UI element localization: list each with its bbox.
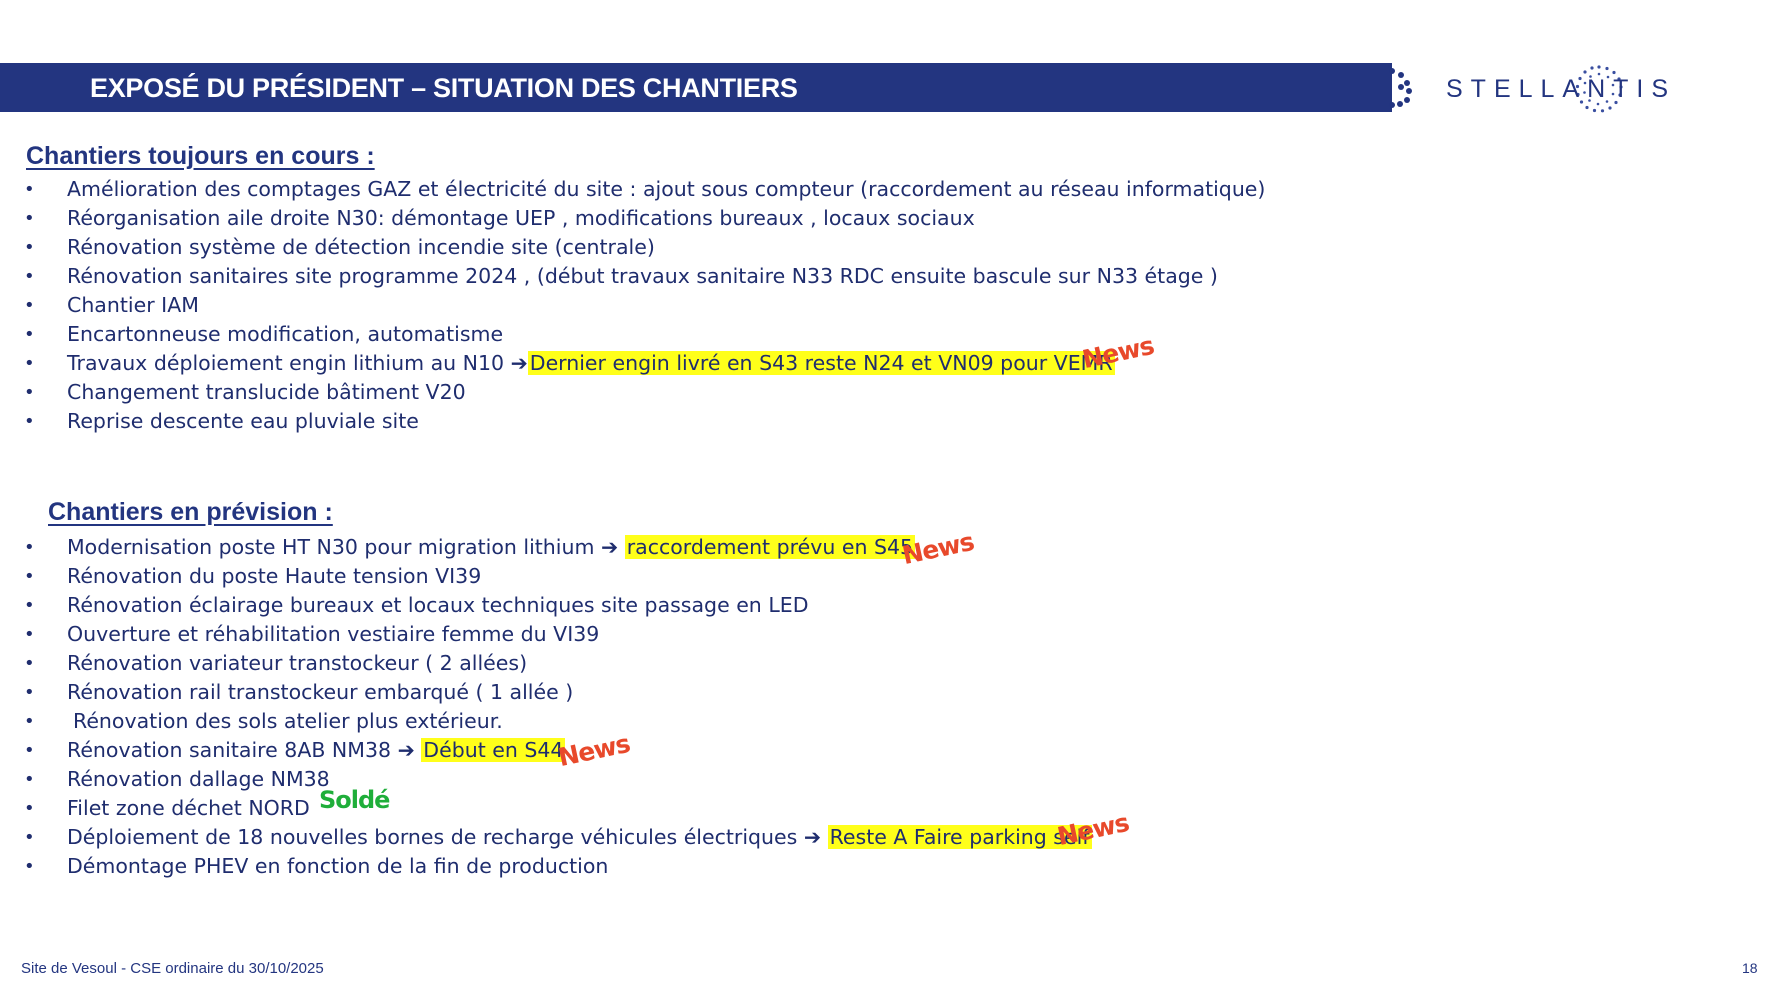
bullet: • — [24, 798, 35, 819]
item-text: Rénovation rail transtockeur embarqué ( 1 allée ) — [67, 680, 574, 704]
bullet: • — [24, 382, 35, 403]
item-text: Rénovation système de détection incendie site (centrale) — [67, 235, 655, 259]
bullet: • — [24, 324, 35, 345]
logo-text: STELLANTIS — [1446, 75, 1677, 103]
bullet: • — [24, 179, 35, 200]
bullet: • — [24, 537, 35, 558]
news-tag: News — [1079, 330, 1157, 375]
item-text: Démontage PHEV en fonction de la fin de production — [67, 854, 609, 878]
highlight-text: Dernier engin livré en S43 reste N24 et VN09 pour VEMR — [529, 351, 1113, 375]
item-text: Reprise descente eau pluviale site — [67, 409, 419, 433]
bullet: • — [24, 566, 35, 587]
arrow-right-icon: ➔ — [601, 535, 619, 559]
item-text: Rénovation des sols atelier plus extérieur. — [73, 709, 503, 733]
item-text: Rénovation variateur transtockeur ( 2 allées) — [67, 651, 528, 675]
bullet: • — [24, 740, 35, 761]
item-text: Changement translucide bâtiment V20 — [67, 380, 466, 404]
bullet: • — [24, 237, 35, 258]
bullet: • — [24, 653, 35, 674]
bullet: • — [24, 353, 35, 374]
news-tag: News — [899, 526, 977, 571]
news-tag: News — [1054, 807, 1132, 852]
item-text: Réorganisation aile droite N30: démontage UEP , modifications bureaux , locaux sociaux — [67, 206, 975, 230]
item-text: Filet zone déchet NORD — [67, 796, 310, 820]
footer-text: Site de Vesoul - CSE ordinaire du 30/10/2025 — [21, 960, 324, 977]
item-text: Encartonneuse modification, automatisme — [67, 322, 504, 346]
bullet: • — [24, 624, 35, 645]
bullet: • — [24, 827, 35, 848]
bullet: • — [24, 295, 35, 316]
item-text: Rénovation éclairage bureaux et locaux techniques site passage en LED — [67, 593, 809, 617]
bullet: • — [24, 682, 35, 703]
highlight-text: Début en S44 — [423, 738, 564, 762]
bullet: • — [24, 266, 35, 287]
solde-tag: Soldé — [319, 786, 390, 814]
banner-dots-icon — [1385, 63, 1415, 112]
item-text: Ouverture et réhabilitation vestiaire femme du VI39 — [67, 622, 600, 646]
stellantis-logo — [1446, 62, 1692, 116]
bullet: • — [24, 208, 35, 229]
bullet: • — [24, 856, 35, 877]
item-text: Rénovation dallage NM38 — [67, 767, 330, 791]
bullet: • — [24, 411, 35, 432]
bullet: • — [24, 711, 35, 732]
item-text: Rénovation du poste Haute tension VI39 — [67, 564, 482, 588]
section-title-current: Chantiers toujours en cours : — [26, 142, 375, 170]
arrow-right-icon: ➔ — [803, 825, 822, 849]
bullet: • — [24, 769, 35, 790]
item-text: Amélioration des comptages GAZ et électricité du site : ajout sous compteur (raccordement au réseau informatique) — [67, 177, 1266, 201]
item-text: Rénovation sanitaires site programme 2024 , (début travaux sanitaire N33 RDC ensuite bascule sur N33 étage ) — [67, 264, 1218, 288]
item-text: Déploiement de 18 nouvelles bornes de recharge véhicules électriques — [67, 825, 798, 849]
arrow-right-icon: ➔ — [397, 738, 415, 762]
news-tag: News — [555, 728, 633, 773]
page-number: 18 — [1742, 960, 1758, 976]
page-title: EXPOSÉ DU PRÉSIDENT – SITUATION DES CHANTIERS — [90, 73, 798, 103]
item-text: Travaux déploiement engin lithium au N10 — [67, 351, 505, 375]
highlight-text: Reste A Faire parking self — [829, 825, 1090, 849]
arrow-right-icon: ➔ — [510, 351, 528, 375]
bullet: • — [24, 595, 35, 616]
item-text: Modernisation poste HT N30 pour migration lithium — [67, 535, 595, 559]
highlight-text: raccordement prévu en S45 — [626, 535, 914, 559]
section-title-planned: Chantiers en prévision : — [48, 498, 333, 526]
item-text: Rénovation sanitaire 8AB NM38 — [67, 738, 392, 762]
item-text: Chantier IAM — [67, 293, 199, 317]
